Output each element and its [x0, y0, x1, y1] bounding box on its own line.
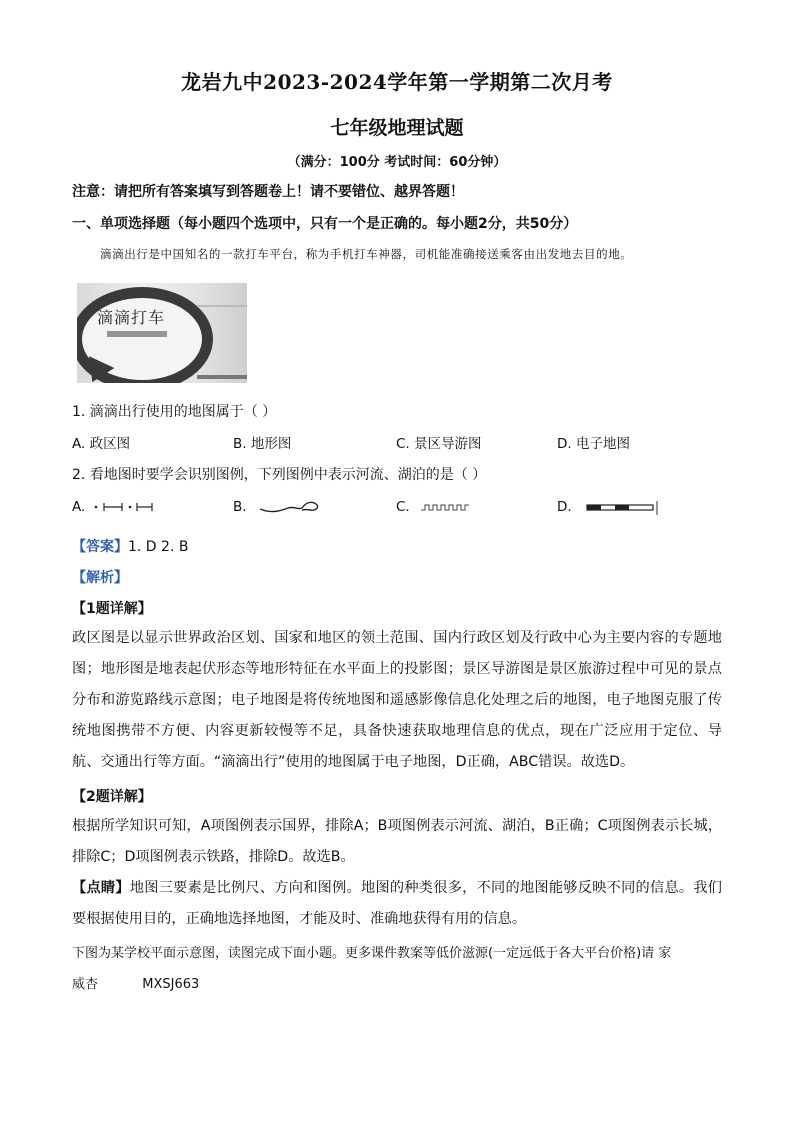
q1-option-d[interactable]: D. 电子地图: [557, 436, 630, 452]
footer-line2-a: 威杏: [72, 977, 99, 992]
tip-paragraph: [72, 873, 722, 935]
q2-option-a[interactable]: A.: [72, 499, 86, 515]
tip-text: 地图三要素是比例尺、方向和图例。地图的种类很多，不同的地图能够反映不同的信息。我们要根据使用目的，正确地选择地图，才能及时、准确地获得有用的信息。: [72, 880, 722, 927]
footer-line1: 下图为某学校平面示意图，读图完成下面小题。更多课件教案等低价滋源(一定远低于各大平台价格)请 家: [72, 946, 672, 961]
footer-line2: [72, 973, 199, 992]
railway-legend-icon: [585, 499, 661, 517]
border-legend-icon: [92, 500, 158, 514]
section-heading: 一、单项选择题（每小题四个选项中，只有一个是正确的。每小题2分，共50分）: [72, 216, 578, 232]
q1-option-a[interactable]: A. 政区图: [72, 436, 131, 452]
answer-line: [72, 536, 188, 556]
exam-info: （满分：100分 考试时间：60分钟）: [287, 155, 507, 170]
q2-option-d[interactable]: D.: [557, 499, 572, 515]
answer-label: 【答案】: [72, 539, 128, 555]
q2-option-c[interactable]: C.: [396, 499, 410, 515]
detail2-text: 根据所学知识可知，A项图例表示国界，排除A；B项图例表示河流、湖泊，B正确；C项图例表示长城，排除C；D项图例表示铁路，排除D。故选B。: [72, 818, 722, 865]
q1-stem: 1. 滴滴出行使用的地图属于（ ）: [72, 404, 277, 420]
q2-stem: 2. 看地图时要学会识别图例，下列图例中表示河流、湖泊的是（ ）: [72, 467, 487, 483]
detail1-text: 政区图是以显示世界政治区划、国家和地区的领土范围、国内行政区划及行政中心为主要内容的专题地图；地形图是地表起伏形态等地形特征在水平面上的投影图；景区导游图是景区旅游过程中可见的景点分布和游览路线示意图；电子地图是将传统地图和遥感影像信息化处理之后的地图，电子地图克服了传统地图携带不方便、内容更新较慢等不足，具备快速获取地理信息的优点，现在广泛应用于定位、导航、交通出行等方面。“滴滴出行”使用的地图属于电子地图，D正确，ABC错误。故选D。: [72, 630, 722, 770]
detail2-label: 【2题详解】: [72, 789, 152, 805]
exam-title: 龙岩九中2023-2024学年第一学期第二次月考: [181, 70, 613, 94]
q1-option-c[interactable]: C. 景区导游图: [396, 436, 482, 452]
tip-label: 【点睛】: [72, 880, 130, 896]
logo-subtext-bar: [107, 331, 167, 337]
footer-line2-b: MXSJ663: [142, 977, 200, 992]
analysis-label: 【解析】: [72, 570, 128, 586]
didi-photo: [77, 283, 247, 383]
q1-option-b[interactable]: B. 地形图: [233, 436, 292, 452]
didi-logo-text: 滴滴打车: [97, 308, 166, 327]
q2-option-b[interactable]: B.: [233, 499, 247, 515]
notice: 注意：请把所有答案填写到答题卷上！请不要错位、越界答题！: [72, 184, 464, 200]
detail1-label: 【1题详解】: [72, 601, 152, 617]
question-intro: 滴滴出行是中国知名的一款打车平台，称为手机打车神器，司机能准确接送乘客由出发地去目的地。: [100, 247, 633, 261]
photo-stripe: [197, 305, 247, 307]
photo-stripe: [197, 375, 247, 379]
exam-subtitle: 七年级地理试题: [330, 117, 464, 139]
answer-text: 1. D 2. B: [128, 539, 189, 555]
great-wall-legend-icon: [420, 501, 470, 513]
river-lake-legend-icon: [258, 498, 324, 516]
